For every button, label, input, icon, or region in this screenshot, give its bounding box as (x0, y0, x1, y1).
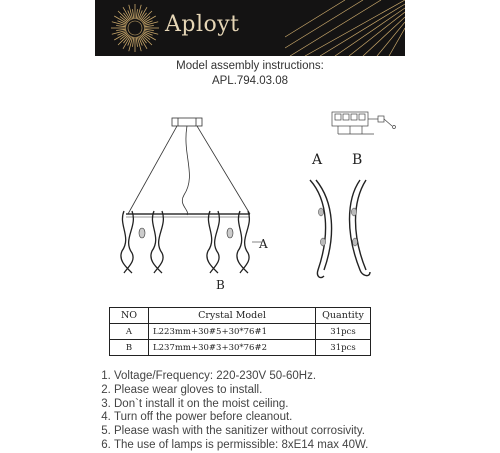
column-header-quantity: Quantity (316, 308, 371, 324)
page-title: Model assembly instructions: (176, 60, 324, 72)
decorative-rays-icon (285, 0, 405, 56)
wiring-diagram (330, 108, 400, 138)
label-crystal-a: A (259, 237, 268, 251)
instructions-list (90, 370, 500, 453)
brand-name: Aployt (165, 12, 240, 37)
list-item: 2. Please wear gloves to install. (114, 384, 500, 398)
table-row (110, 324, 371, 340)
label-crystal-b: B (216, 278, 225, 292)
model-number: APL.794.03.08 (211, 75, 289, 87)
table-header-row (110, 308, 371, 324)
row-model: L237mm+30#3+30*76#2 (149, 340, 316, 356)
row-model: L223mm+30#5+30*76#1 (149, 324, 316, 340)
label-part-a: A (312, 152, 323, 168)
sunburst-logo-icon (109, 2, 161, 54)
list-item: 3. Don`t install it on the moist ceiling. (114, 398, 500, 412)
row-quantity: 31pcs (316, 324, 371, 340)
row-quantity: 31pcs (316, 340, 371, 356)
table-row (110, 340, 371, 356)
list-item: 1. Voltage/Frequency: 220-230V 50-60Hz. (114, 370, 500, 384)
brand-banner (95, 0, 405, 56)
list-item: 4. Turn off the power before cleanout. (114, 411, 500, 425)
row-no: A (110, 324, 149, 340)
crystal-parts-diagram (290, 150, 400, 290)
column-header-model: Crystal Model (149, 308, 316, 324)
chandelier-diagram (112, 115, 272, 280)
crystal-model-table (109, 307, 371, 356)
column-header-no: NO (110, 308, 149, 324)
row-no: B (110, 340, 149, 356)
label-part-b: B (352, 152, 363, 168)
list-item: 6. The use of lamps is permissible: 8xE14 max 40W. (114, 439, 500, 453)
list-item: 5. Please wash with the sanitizer without corrosivity. (114, 425, 500, 439)
